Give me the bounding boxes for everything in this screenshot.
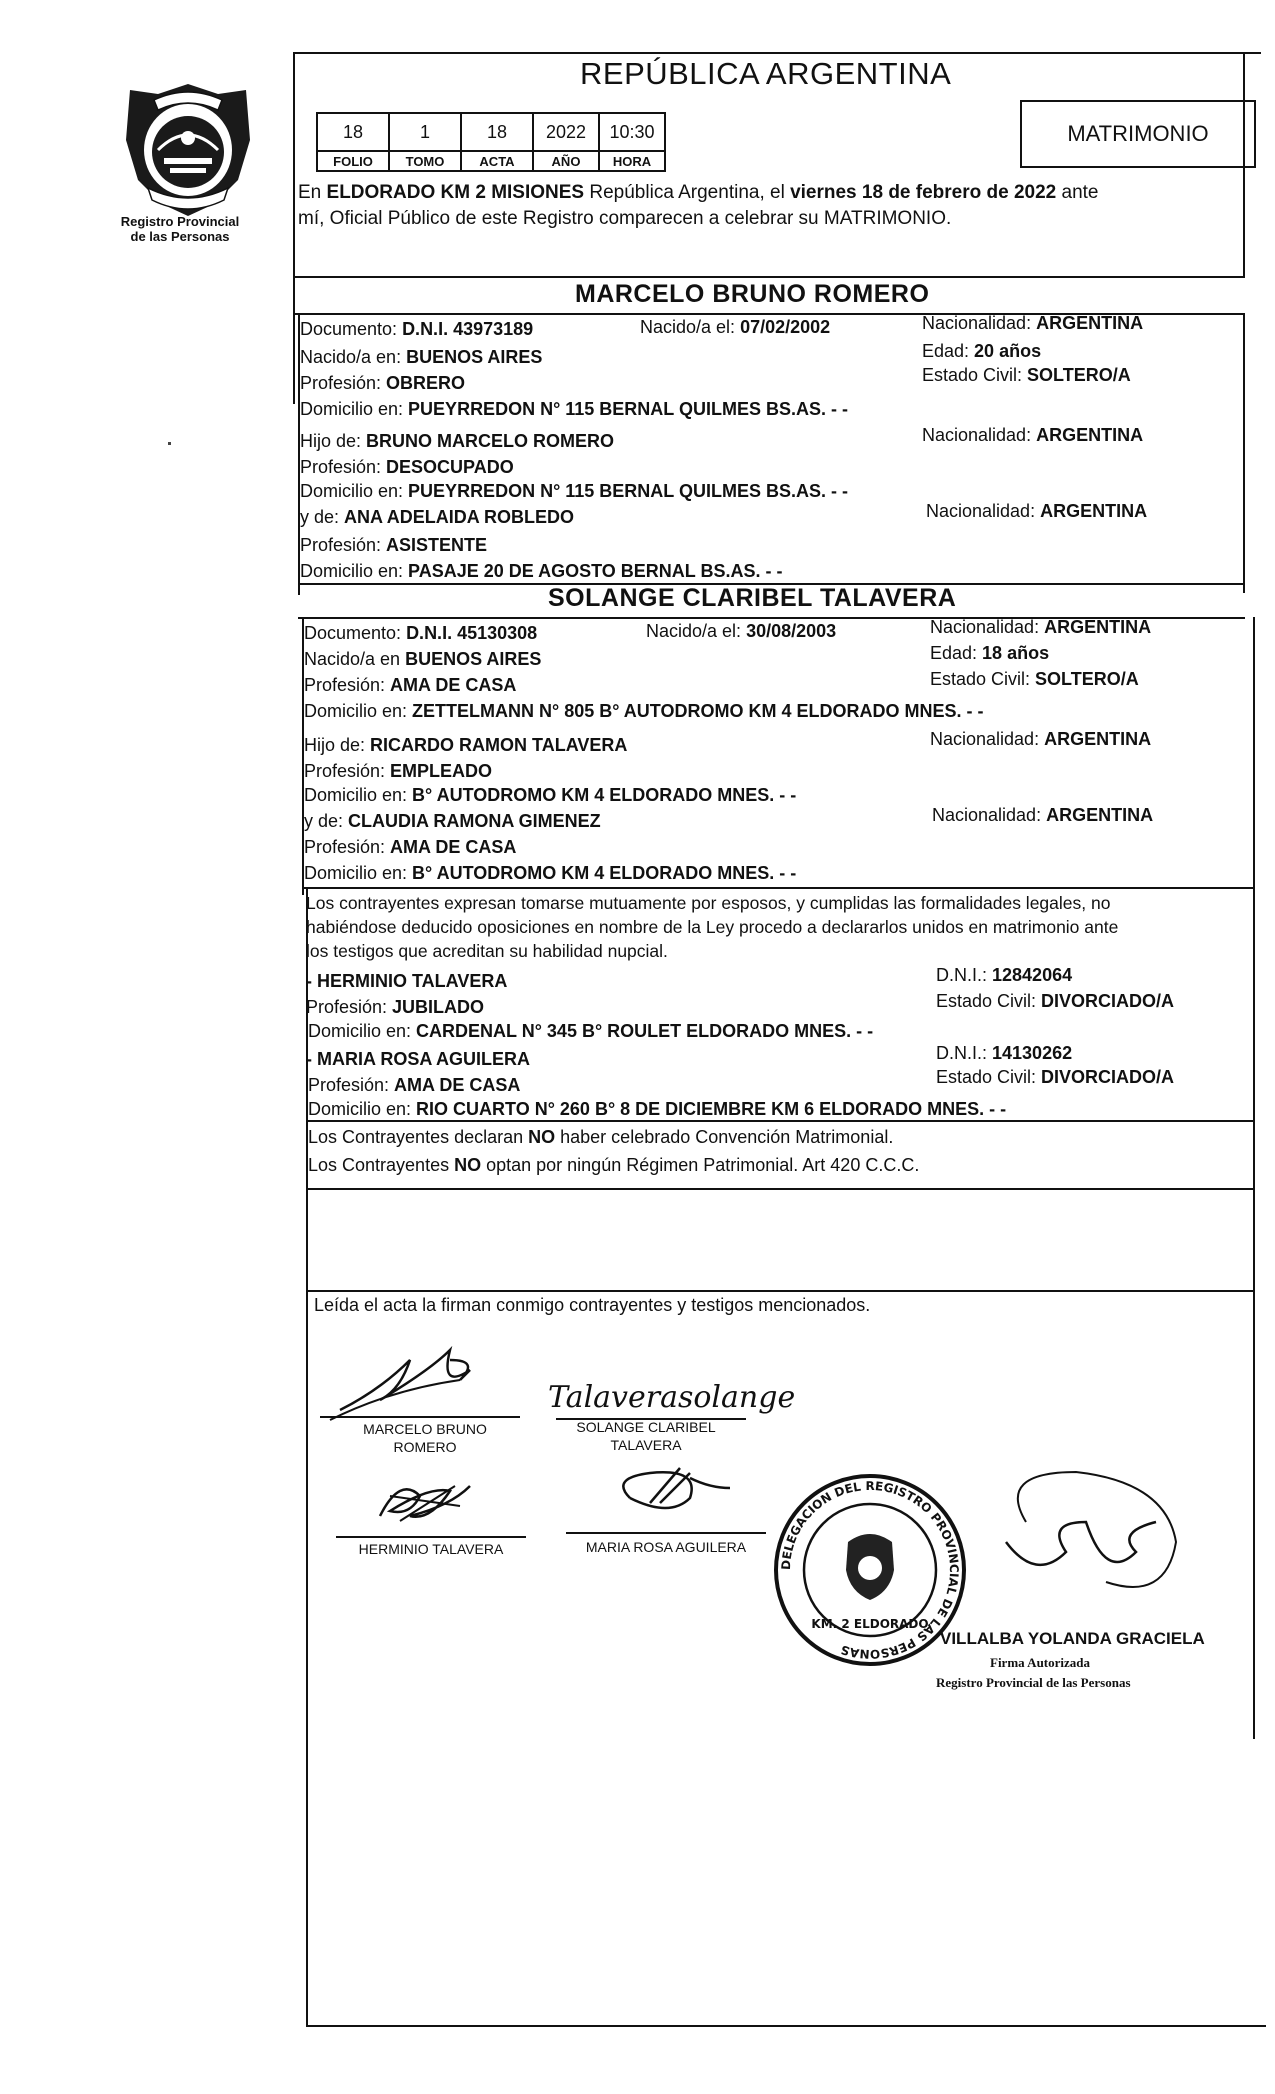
signature-maria-rosa — [590, 1458, 740, 1528]
declaration-line-3: los testigos que acreditan su habilidad nupcial. — [306, 941, 668, 961]
spouse2-father-address: Domicilio en: B° AUTODROMO KM 4 ELDORADO MNES. - - — [304, 785, 797, 805]
official-name: VILLALBA YOLANDA GRACIELA — [940, 1629, 1205, 1648]
divider-closing — [306, 1290, 1255, 1292]
signature-marcelo — [320, 1330, 540, 1430]
spouse2-profession: Profesión: AMA DE CASA — [304, 675, 517, 695]
frame-left-top — [293, 52, 295, 404]
declaration-line-1: Los contrayentes expresan tomarse mutuamente por esposos, y cumplidas las formalidades legales, no — [306, 893, 1111, 913]
spouse1-father-address: Domicilio en: PUEYRREDON N° 115 BERNAL QUILMES BS.AS. - - — [300, 481, 848, 501]
record-type-box: MATRIMONIO — [1020, 100, 1256, 168]
witness1-address: Domicilio en: CARDENAL N° 345 B° ROULET ELDORADO MNES. - - — [308, 1021, 874, 1041]
sig1-line — [320, 1416, 520, 1418]
hour-label: HORA — [599, 151, 665, 171]
spouse1-profession: Profesión: OBRERO — [300, 373, 466, 393]
year-label: AÑO — [533, 151, 599, 171]
intro-place: ELDORADO KM 2 MISIONES — [326, 182, 585, 203]
spouse1-name-title: MARCELO BRUNO ROMERO — [575, 280, 930, 308]
spouse2-age: Edad: 18 años — [930, 643, 1050, 663]
spouse1-father-profession: Profesión: DESOCUPADO — [300, 457, 514, 477]
witness2-civil-status: Estado Civil: DIVORCIADO/A — [936, 1067, 1175, 1087]
sig3-line — [336, 1536, 526, 1538]
spouse1-birthplace: Nacido/a en: BUENOS AIRES — [300, 347, 543, 367]
frame-right-spouse1 — [1243, 313, 1245, 593]
divider-notes — [306, 1120, 1255, 1122]
folio-label: FOLIO — [317, 151, 389, 171]
spouse2-document: Documento: D.N.I. 45130308 — [304, 623, 538, 643]
country-title: REPÚBLICA ARGENTINA — [580, 56, 952, 91]
caption-line-2: de las Personas — [130, 229, 230, 244]
spouse1-nationality: Nacionalidad: ARGENTINA — [922, 313, 1144, 333]
folio-value: 18 — [317, 113, 389, 151]
spouse2-mother-address: Domicilio en: B° AUTODROMO KM 4 ELDORADO MNES. - - — [304, 863, 797, 883]
spouse2-mother-nationality: Nacionalidad: ARGENTINA — [932, 805, 1154, 825]
spouse2-address: Domicilio en: ZETTELMANN N° 805 B° AUTODROMO KM 4 ELDORADO MNES. - - — [304, 701, 984, 721]
tomo-value: 1 — [389, 113, 461, 151]
closing-statement: Leída el acta la firman conmigo contrayentes y testigos mencionados. — [314, 1295, 871, 1315]
province-seal-logo — [118, 80, 258, 220]
spouse1-address: Domicilio en: PUEYRREDON N° 115 BERNAL QUILMES BS.AS. - - — [300, 399, 848, 419]
notes-line-2: Los Contrayentes NO optan por ningún Régimen Patrimonial. Art 420 C.C.C. — [308, 1155, 920, 1175]
spouse1-mother-address: Domicilio en: PASAJE 20 DE AGOSTO BERNAL BS.AS. - - — [300, 561, 783, 581]
signature-official — [966, 1462, 1196, 1612]
spouse1-mother: y de: ANA ADELAIDA ROBLEDO — [300, 507, 575, 527]
tomo-label: TOMO — [389, 151, 461, 171]
intro-line-2: mí, Oficial Público de este Registro comparecen a celebrar su MATRIMONIO. — [298, 208, 952, 229]
acta-value: 18 — [461, 113, 533, 151]
spouse2-name-title: SOLANGE CLARIBEL TALAVERA — [548, 584, 957, 612]
signature-herminio — [360, 1466, 490, 1536]
sig3-name: HERMINIO TALAVERA — [358, 1541, 504, 1557]
divider-blank — [306, 1188, 1255, 1190]
intro-date: viernes 18 de febrero de 2022 — [790, 182, 1057, 203]
official-office: Registro Provincial de las Personas — [936, 1675, 1131, 1690]
divider-declaration — [302, 887, 1255, 889]
stamp-inner-text: KM. 2 ELDORADO — [811, 1617, 929, 1631]
sig4-name: MARIA ROSA AGUILERA — [585, 1539, 747, 1555]
official-title: Firma Autorizada — [990, 1655, 1091, 1670]
divider-header — [293, 276, 1245, 278]
spouse1-mother-profession: Profesión: ASISTENTE — [300, 535, 488, 555]
signature-solange: Talaverasolange — [548, 1380, 796, 1415]
spouse1-birthdate: Nacido/a el: 07/02/2002 — [640, 317, 831, 337]
spouse2-birthdate: Nacido/a el: 30/08/2003 — [646, 621, 837, 641]
spouse2-birthplace: Nacido/a en BUENOS AIRES — [304, 649, 542, 669]
frame-right-lower — [1253, 617, 1255, 1739]
witness2-profession: Profesión: AMA DE CASA — [308, 1075, 521, 1095]
year-value: 2022 — [533, 113, 599, 151]
spouse2-father-nationality: Nacionalidad: ARGENTINA — [930, 729, 1152, 749]
witness2-dni: D.N.I.: 14130262 — [936, 1043, 1073, 1063]
declaration-line-2: habiéndose deducido oposiciones en nombre de la Ley procedo a declararlos unidos en matrimonio ante — [306, 917, 1119, 937]
spouse2-father-profession: Profesión: EMPLEADO — [304, 761, 493, 781]
witness2-name: - MARIA ROSA AGUILERA — [306, 1049, 530, 1069]
spouse2-civil-status: Estado Civil: SOLTERO/A — [930, 669, 1139, 689]
spouse1-mother-nationality: Nacionalidad: ARGENTINA — [926, 501, 1148, 521]
registry-caption — [100, 214, 260, 244]
spouse1-age: Edad: 20 años — [922, 341, 1042, 361]
acta-label: ACTA — [461, 151, 533, 171]
spouse1-civil-status: Estado Civil: SOLTERO/A — [922, 365, 1131, 385]
spouse2-mother-profession: Profesión: AMA DE CASA — [304, 837, 517, 857]
sig4-line — [566, 1532, 766, 1534]
spouse1-father: Hijo de: BRUNO MARCELO ROMERO — [300, 431, 615, 451]
hour-value: 10:30 — [599, 113, 665, 151]
stamp-ring-text: DELEGACION DEL REGISTRO PROVINCIAL DE LAS PERSONAS — [778, 1478, 962, 1662]
witness2-address: Domicilio en: RIO CUARTO N° 260 B° 8 DE DICIEMBRE KM 6 ELDORADO MNES. - - — [308, 1099, 1007, 1119]
sig1-name: MARCELO BRUNO ROMERO — [363, 1421, 487, 1455]
sig2-name: SOLANGE CLARIBEL TALAVERA — [576, 1419, 716, 1453]
frame-top — [293, 52, 1261, 54]
intro-line-1: En ELDORADO KM 2 MISIONES República Argentina, el viernes 18 de febrero de 2022 ante — [298, 182, 1099, 203]
witness1-civil-status: Estado Civil: DIVORCIADO/A — [936, 991, 1175, 1011]
spouse2-nationality: Nacionalidad: ARGENTINA — [930, 617, 1152, 637]
spouse2-mother: y de: CLAUDIA RAMONA GIMENEZ — [304, 811, 601, 831]
caption-line-1: Registro Provincial — [120, 214, 240, 229]
witness1-name: - HERMINIO TALAVERA — [306, 971, 508, 991]
spouse1-document: Documento: D.N.I. 43973189 — [300, 319, 534, 339]
notes-line-1: Los Contrayentes declaran NO haber celebrado Convención Matrimonial. — [308, 1127, 894, 1147]
witness1-dni: D.N.I.: 12842064 — [936, 965, 1073, 985]
registry-table — [316, 112, 666, 172]
stray-dot — [168, 442, 171, 445]
spouse1-father-nationality: Nacionalidad: ARGENTINA — [922, 425, 1144, 445]
frame-bottom — [306, 2025, 1266, 2027]
witness1-profession: Profesión: JUBILADO — [306, 997, 485, 1017]
spouse2-father: Hijo de: RICARDO RAMON TALAVERA — [304, 735, 628, 755]
